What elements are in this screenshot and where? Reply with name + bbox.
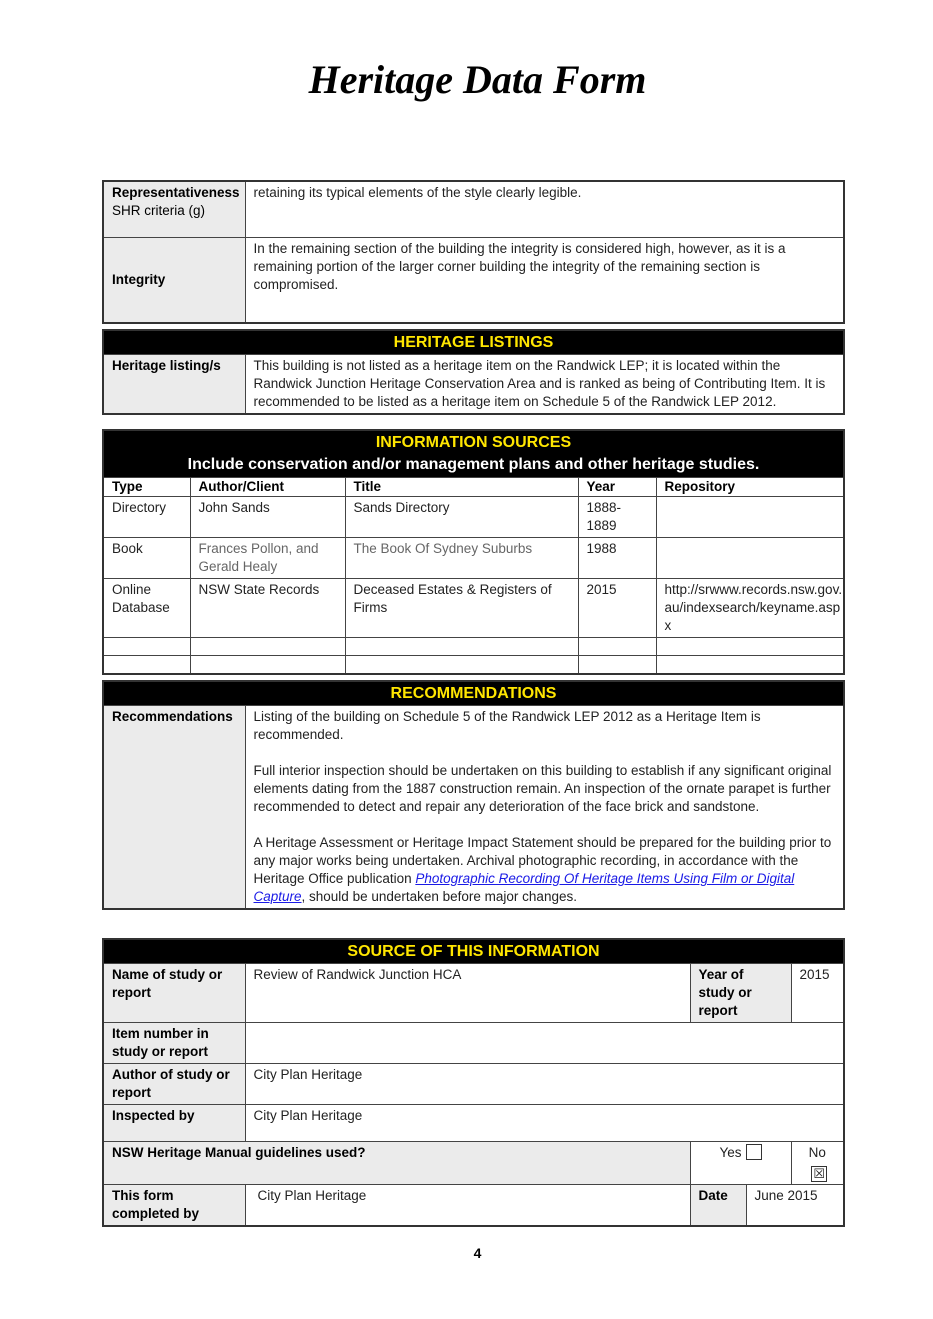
information-sources-subtitle: Include conservation and/or management plans and other heritage studies. [187, 456, 760, 473]
source-information-table [102, 938, 845, 1227]
recommendations-text [245, 706, 844, 910]
study-year-value: 2015 [791, 964, 844, 1023]
cell-repository: http://srwww.records.nsw.gov. au/indexsearch/keyname.asp x [656, 579, 844, 638]
manual-no-option [791, 1142, 844, 1185]
recommendation-paragraph: Listing of the building on Schedule 5 of the Randwick LEP 2012 as a Heritage Item is recommended. [253, 709, 761, 742]
cell-year: 2015 [578, 579, 656, 638]
study-name-value: Review of Randwick Junction HCA [245, 964, 690, 1023]
integrity-text: In the remaining section of the building the integrity is considered high, however, as it is a remaining portion of the larger corner building the integrity of the remaining section is compromised. [245, 237, 844, 323]
cell-type: Book [103, 538, 190, 579]
completed-by-label: This form completed by [103, 1185, 245, 1227]
cell-repository [656, 497, 844, 538]
representativeness-label: Representativeness SHR criteria (g) [103, 181, 245, 237]
publication-link[interactable]: Photographic Recording Of Heritage Items Using Film or Digital Capture [253, 871, 795, 904]
inspected-by-label: Inspected by [103, 1105, 245, 1142]
column-header-repository: Repository [656, 478, 844, 497]
column-header-title: Title [345, 478, 578, 497]
empty-row [103, 638, 844, 656]
no-checkbox[interactable]: ☒ [811, 1166, 827, 1182]
date-label: Date [690, 1185, 746, 1227]
manual-yes-option [690, 1142, 791, 1185]
cell-author: NSW State Records [190, 579, 345, 638]
cell-author: Frances Pollon, and Gerald Healy [190, 538, 345, 579]
date-value: June 2015 [746, 1185, 844, 1227]
table-row [103, 497, 844, 538]
heritage-listings-header: HERITAGE LISTINGS [103, 330, 844, 355]
cell-title: Sands Directory [345, 497, 578, 538]
source-information-header: SOURCE OF THIS INFORMATION [103, 939, 844, 964]
cell-title: Deceased Estates & Registers of Firms [345, 579, 578, 638]
table-row [103, 579, 844, 638]
information-sources-table [102, 429, 845, 675]
heritage-manual-label: NSW Heritage Manual guidelines used? [103, 1142, 690, 1185]
recommendations-table [102, 680, 845, 910]
recommendation-paragraph: Full interior inspection should be undertaken on this building to establish if any significant original elements dating from the 1887 construction remain. An inspection of the ornate parapet is further recommended to detect and repair any deterioration of the face brick and sandstone. [253, 763, 832, 814]
completed-by-value: City Plan Heritage [245, 1185, 690, 1227]
heritage-listing-text: This building is not listed as a heritage item on the Randwick LEP; it is located within the Randwick Junction Heritage Conservation Area and is ranked as being of Contributing Item. It is recommended to be listed as a heritage item on Schedule 5 of the Randwick LEP 2012. [245, 355, 844, 415]
study-year-label: Year of study or report [690, 964, 791, 1023]
recommendation-paragraph: A Heritage Assessment or Heritage Impact Statement should be prepared for the building prior to any major works being undertaken. Archival photographic recording, in accordance with the Heritage Office publication Photographic Recording Of Heritage Items Using Film or Digital Capture, should be undertaken before major changes. [253, 835, 832, 904]
heritage-listing-label: Heritage listing/s [103, 355, 245, 415]
cell-repository [656, 538, 844, 579]
page-title: Heritage Data Form [308, 57, 647, 102]
study-name-label: Name of study or report [103, 964, 245, 1023]
information-sources-header [103, 430, 844, 478]
inspected-by-value: City Plan Heritage [245, 1105, 844, 1142]
column-header-year: Year [578, 478, 656, 497]
item-number-label: Item number in study or report [103, 1023, 245, 1064]
integrity-label: Integrity [103, 237, 245, 323]
shr-criteria-label: SHR criteria (g) [112, 203, 206, 218]
criteria-table [102, 180, 845, 324]
cell-type: Directory [103, 497, 190, 538]
heritage-listings-table [102, 329, 845, 415]
no-label: No [808, 1145, 826, 1160]
yes-checkbox[interactable] [746, 1144, 762, 1160]
author-value: City Plan Heritage [245, 1064, 844, 1105]
item-number-value [245, 1023, 844, 1064]
cell-author: John Sands [190, 497, 345, 538]
representativeness-text: retaining its typical elements of the style clearly legible. [245, 181, 844, 237]
cell-year: 1988 [578, 538, 656, 579]
column-header-author: Author/Client [190, 478, 345, 497]
column-header-type: Type [103, 478, 190, 497]
empty-row [103, 656, 844, 674]
page-number: 4 [473, 1245, 482, 1261]
cell-year: 1888- 1889 [578, 497, 656, 538]
recommendations-header: RECOMMENDATIONS [103, 681, 844, 706]
cell-title: The Book Of Sydney Suburbs [345, 538, 578, 579]
recommendations-label: Recommendations [103, 706, 245, 910]
cell-type: Online Database [103, 579, 190, 638]
author-label: Author of study or report [103, 1064, 245, 1105]
table-row [103, 538, 844, 579]
information-sources-title: INFORMATION SOURCES [375, 434, 572, 451]
yes-label: Yes [719, 1145, 742, 1160]
